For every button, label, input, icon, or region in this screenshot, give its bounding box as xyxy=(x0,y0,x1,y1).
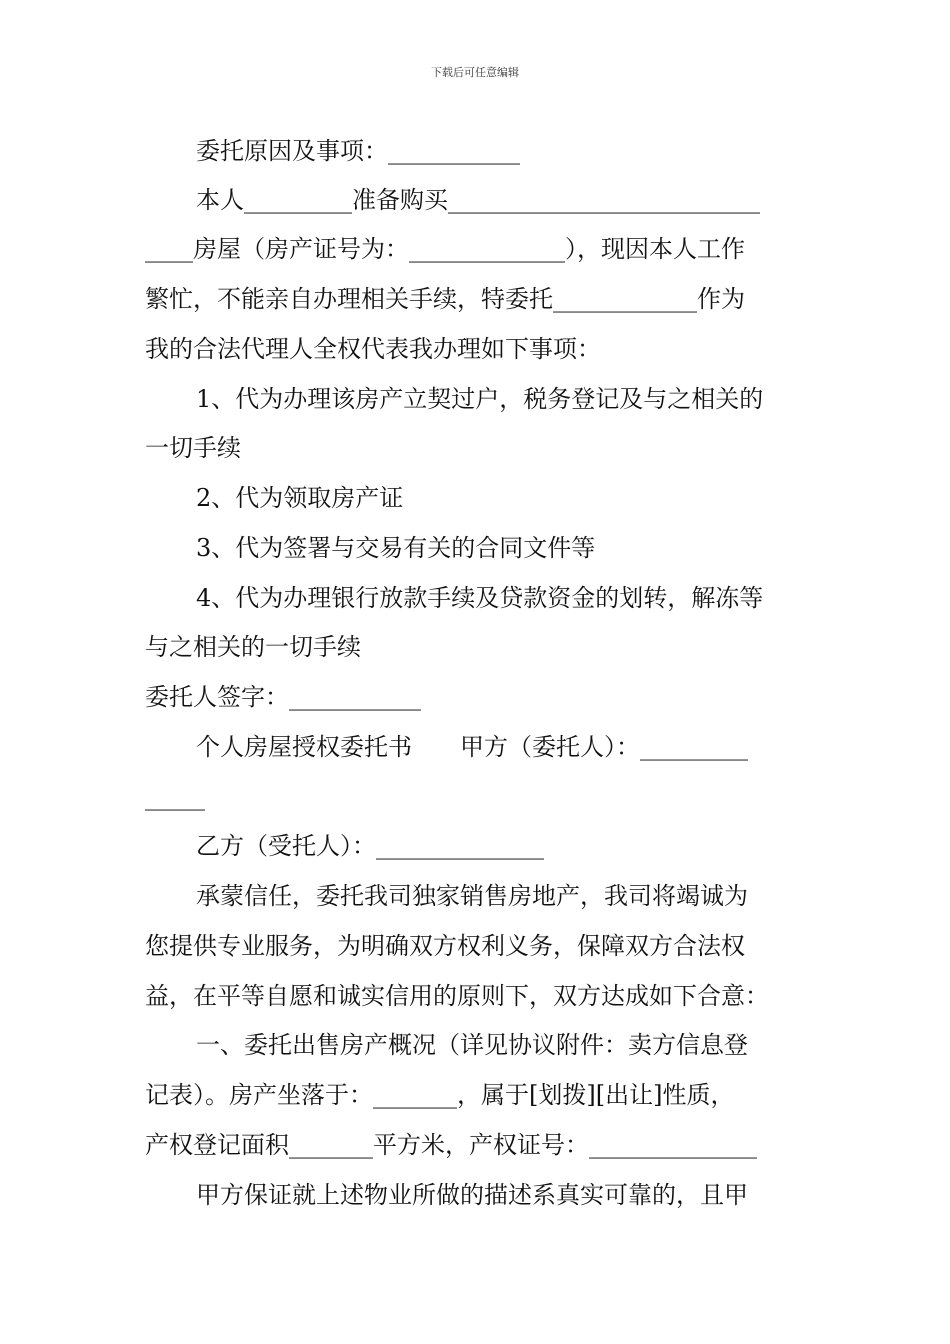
preamble-line-2: 您提供专业服务，为明确双方权利义务，保障双方合法权 xyxy=(145,932,745,960)
item-3-line: 3、代为签署与交易有关的合同文件等 xyxy=(196,534,596,562)
guarantee-line: 甲方保证就上述物业所做的描述系真实可靠的，且甲 xyxy=(196,1181,748,1209)
delegation-reason-line: 委托原因及事项：___________ xyxy=(196,137,520,165)
principal-signature-line: 委托人签字：___________ xyxy=(145,683,421,711)
agent-matters-line: 我的合法代理人全权代表我办理如下事项： xyxy=(145,335,601,363)
preamble-line-3: 益，在平等自愿和诚实信用的原则下，双方达成如下合意： xyxy=(145,982,769,1010)
certificate-line: ____房屋（房产证号为：_____________），现因本人工作 xyxy=(145,235,745,263)
page-header-note: 下载后可任意编辑 xyxy=(431,66,519,79)
item-2-line: 2、代为领取房产证 xyxy=(196,484,404,512)
item-4-line: 4、代为办理银行放款手续及贷款资金的划转，解冻等 xyxy=(196,584,764,612)
party-b-line: 乙方（受托人）：______________ xyxy=(196,832,544,860)
item-1-line: 1、代为办理该房产立契过户，税务登记及与之相关的 xyxy=(196,385,764,413)
item-4-continuation: 与之相关的一切手续 xyxy=(145,633,361,661)
title-party-a-line: 个人房屋授权委托书 甲方（委托人）：_________ xyxy=(196,733,748,761)
section-1-line-1: 一、委托出售房产概况（详见协议附件：卖方信息登 xyxy=(196,1031,748,1059)
purchase-line: 本人_________准备购买__________________________ xyxy=(196,186,760,214)
preamble-line-1: 承蒙信任，委托我司独家销售房地产，我司将竭诚为 xyxy=(196,882,748,910)
section-1-line-2: 记表）。房产坐落于：_______，属于[划拨][出让]性质， xyxy=(145,1081,735,1109)
party-a-continuation: _____ xyxy=(145,783,205,811)
entrust-line: 繁忙，不能亲自办理相关手续，特委托____________作为 xyxy=(145,285,745,313)
item-1-continuation: 一切手续 xyxy=(145,434,241,462)
section-1-line-3: 产权登记面积_______平方米，产权证号：______________ xyxy=(145,1131,757,1159)
